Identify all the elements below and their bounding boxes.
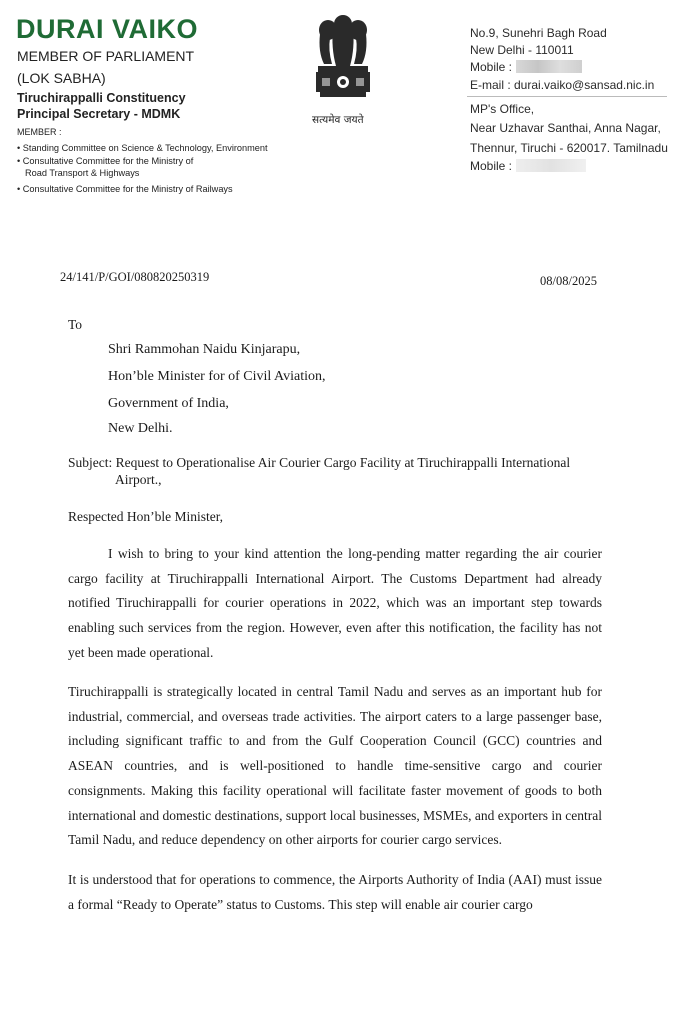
redacted-number <box>516 159 586 172</box>
body-paragraph: Tiruchirappalli is strategically located in central Tamil Nadu and serves as an important hub for industrial, commercial, and overseas trade activities. The airport caters to a large passenger base, including significant traffic to and from the Gulf Cooperation Council (GCC) countries and ASEAN countries, and is well-positioned to handle time-sensitive cargo and courier consignments. Making this facility operational will facilitate faster movement of goods to both international and domestic destinations, support local businesses, MSMEs, and exporters in central Tamil Nadu, and reduce dependency on other airports for courier cargo services. <box>68 684 602 848</box>
mobile-label-2: Mobile : <box>470 159 513 173</box>
subject-line: Subject: Request to Operationalise Air Courier Cargo Facility at Tiruchirappalli International <box>68 455 571 470</box>
recipient-line: Hon’ble Minister for of Civil Aviation, <box>108 369 326 384</box>
house-name: (LOK SABHA) <box>17 70 106 86</box>
office-address-line: Near Uzhavar Santhai, Anna Nagar, <box>470 121 661 135</box>
emblem-motto: सत्यमेव जयते <box>312 114 364 126</box>
recipient-line: New Delhi. <box>108 421 173 436</box>
mp-title: MEMBER OF PARLIAMENT <box>17 48 195 64</box>
letter-date: 08/08/2025 <box>540 274 597 288</box>
delhi-address-line: New Delhi - 110011 <box>470 43 574 57</box>
divider <box>467 96 667 97</box>
email-line[interactable]: E-mail : durai.vaiko@sansad.nic.in <box>470 78 655 92</box>
recipient-line: Shri Rammohan Naidu Kinjarapu, <box>108 342 301 357</box>
constituency: Tiruchirappalli Constituency <box>17 91 186 105</box>
committee-item: • Standing Committee on Science & Technology, Environment <box>17 143 268 153</box>
reference-number: 24/141/P/GOI/080820250319 <box>60 270 210 284</box>
office-address-line: Thennur, Tiruchi - 620017. Tamilnadu <box>470 141 668 155</box>
subject-line: Airport., <box>115 472 162 487</box>
committee-item: • Consultative Committee for the Ministry of Railways <box>17 184 233 194</box>
party-role: Principal Secretary - MDMK <box>17 107 181 121</box>
office-address-line: MP's Office, <box>470 102 535 116</box>
mp-name: DURAI VAIKO <box>16 14 199 44</box>
subject <box>68 454 588 488</box>
recipient-line: Government of India, <box>108 396 229 411</box>
member-label: MEMBER : <box>17 127 62 137</box>
mobile-line-2 <box>470 159 586 173</box>
national-emblem-icon <box>308 12 378 114</box>
to-label: To <box>68 317 83 332</box>
delhi-address-line: No.9, Sunehri Bagh Road <box>470 26 607 40</box>
committee-item: • Consultative Committee for the Ministry of <box>17 156 194 166</box>
committee-item: Road Transport & Highways <box>25 168 140 178</box>
mobile-line <box>470 60 582 74</box>
redacted-number <box>516 60 582 73</box>
salutation: Respected Hon’ble Minister, <box>68 509 224 524</box>
mobile-label: Mobile : <box>470 60 513 74</box>
body-paragraph: It is understood that for operations to commence, the Airports Authority of India (AAI) must issue a formal “Ready to Operate” status to Customs. This step will enable air courier cargo <box>68 872 602 912</box>
body-paragraph: I wish to bring to your kind attention the long-pending matter regarding the air courier cargo facility at Tiruchirappalli International Airport. The Customs Department had already notified Tiruchirappalli for courier operations in 2022, which was an important step towards enabling such services from the region. However, even after this notification, the facility has not yet been made operational. <box>68 546 602 660</box>
